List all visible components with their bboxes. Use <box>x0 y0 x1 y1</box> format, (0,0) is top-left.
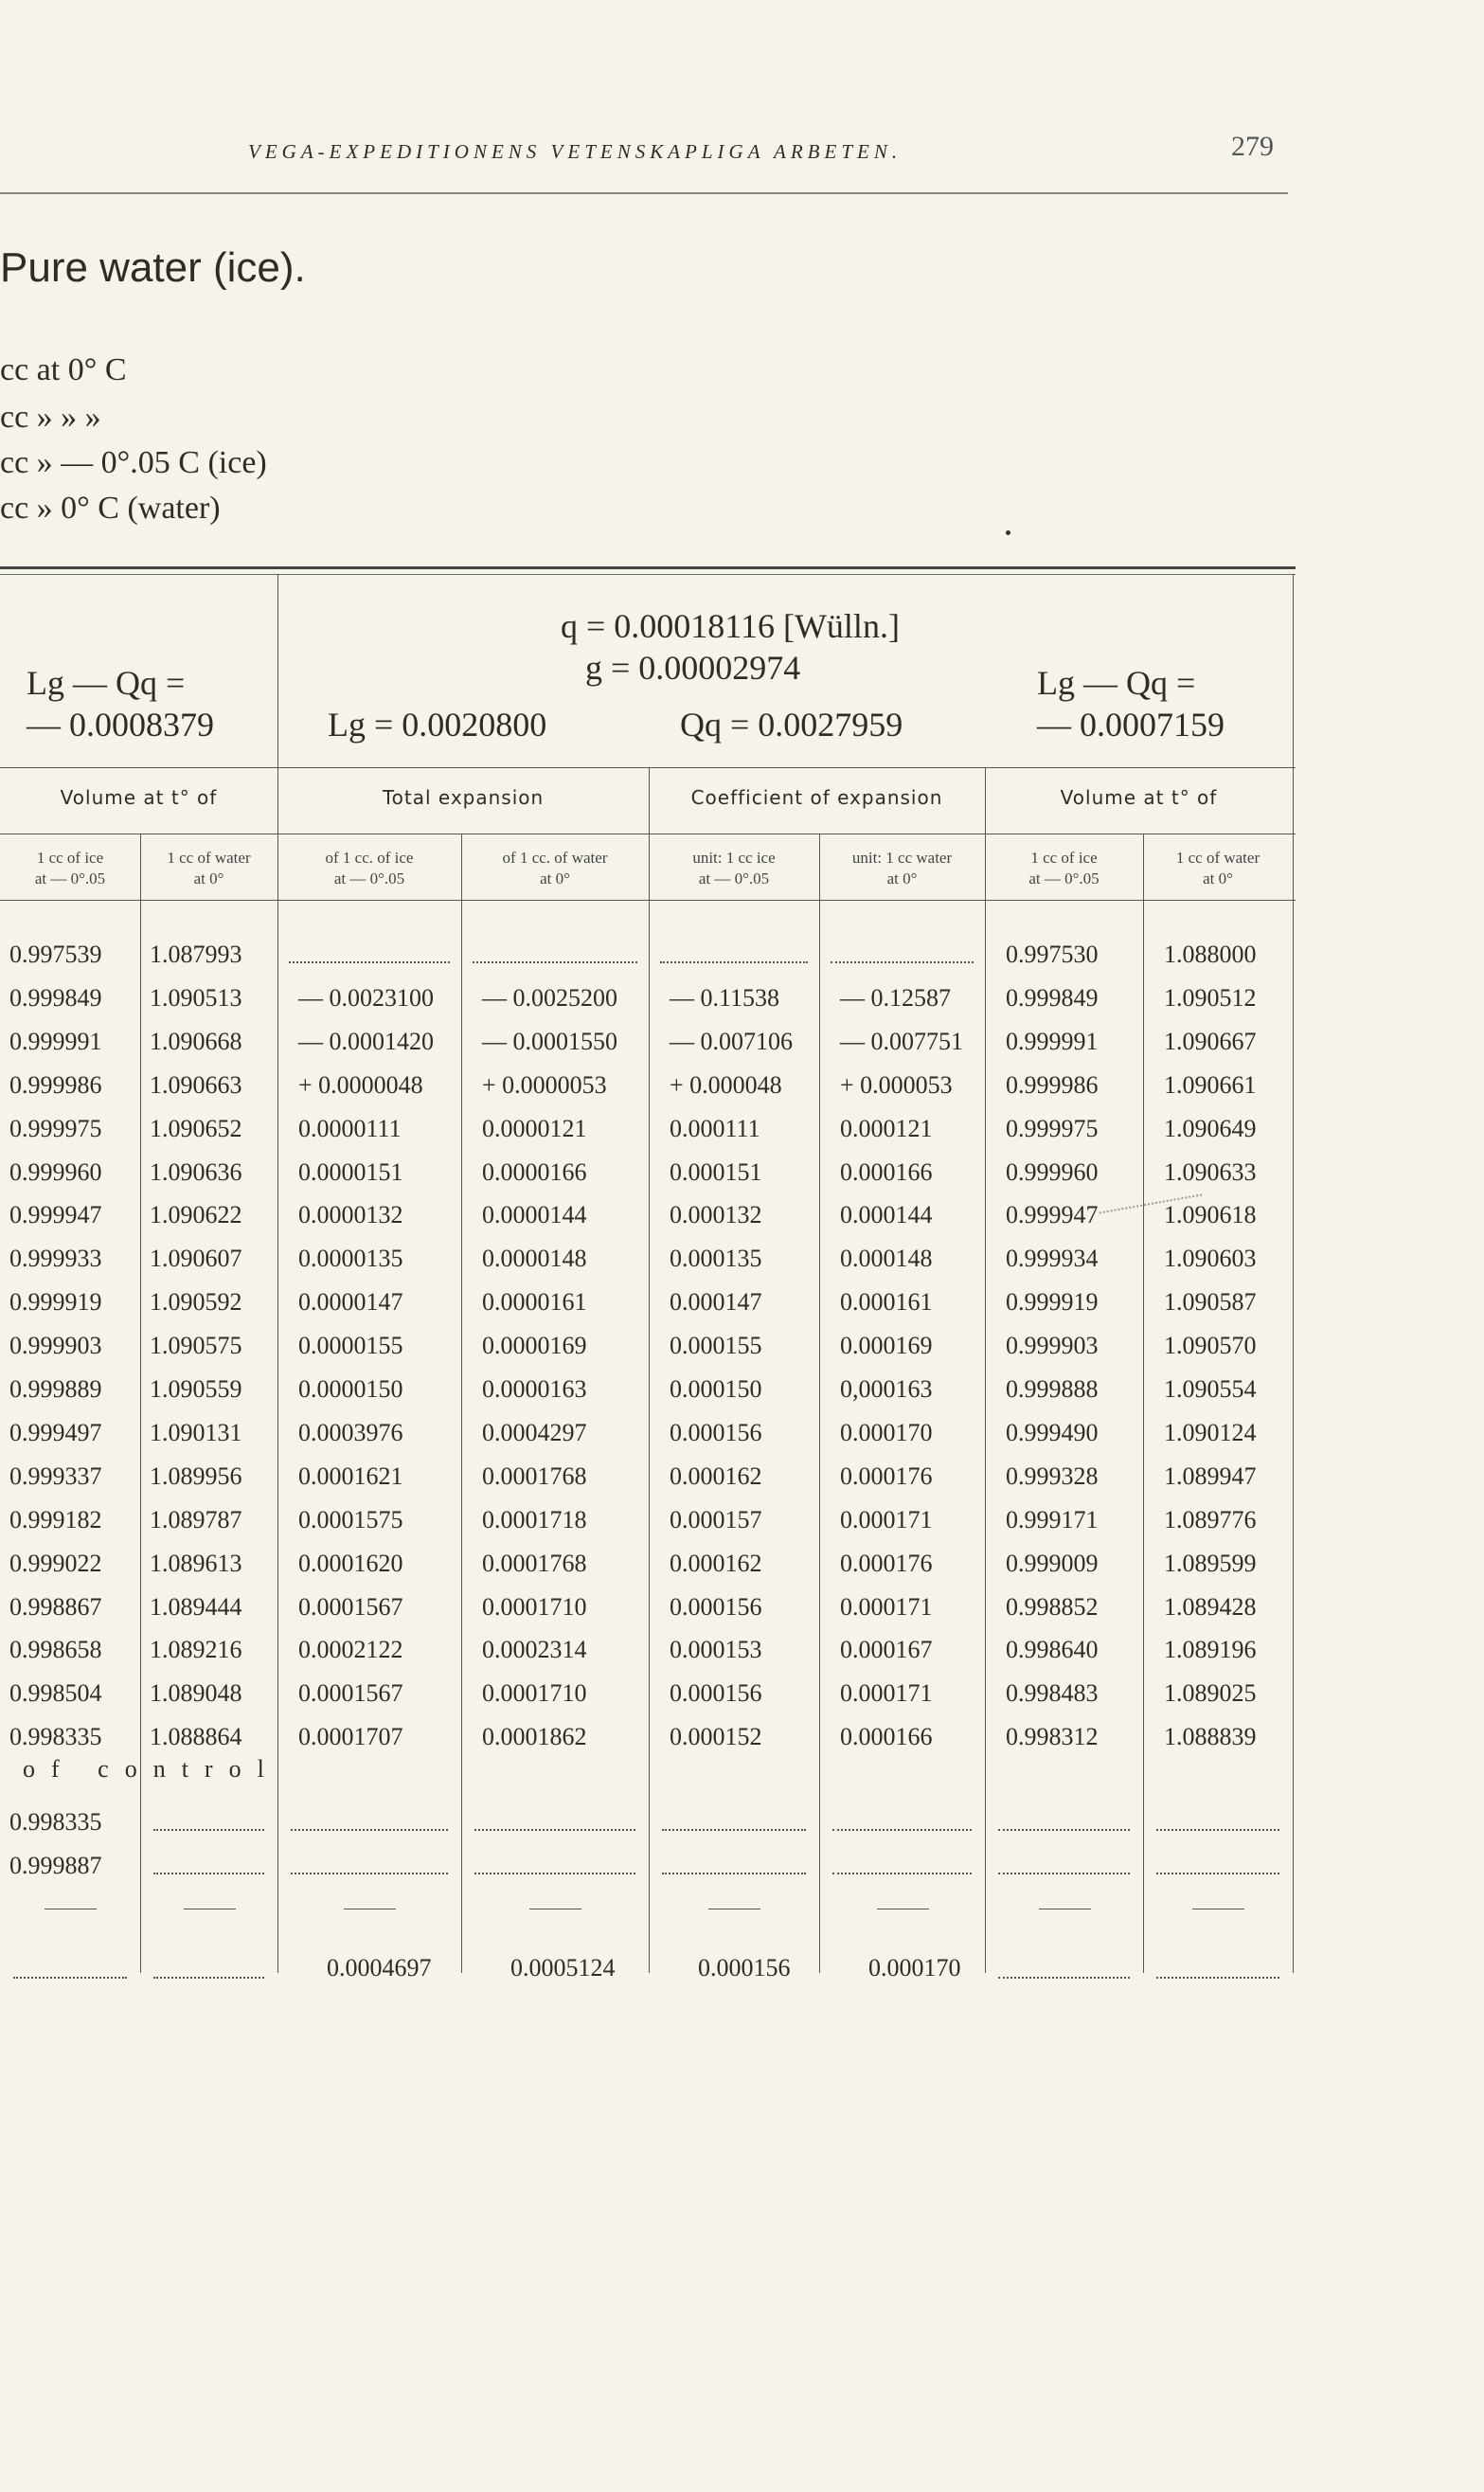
sub-header: at 0° <box>1203 870 1233 887</box>
table-cell: 0.999947 <box>9 1201 102 1229</box>
table-cell: 0.998640 <box>1006 1636 1099 1664</box>
section-title: Pure water (ice). <box>0 244 306 291</box>
sub-header: unit: 1 cc water <box>851 849 953 867</box>
table-cell: 0.999919 <box>1006 1288 1099 1317</box>
table-cell: + 0.000048 <box>670 1070 782 1099</box>
table-cell: 0.998335 <box>9 1723 102 1751</box>
column-divider <box>649 767 650 1973</box>
table-cell: 0.0000163 <box>482 1375 587 1403</box>
group-header: Volume at t° of <box>60 786 218 809</box>
table-cell: 1.090649 <box>1164 1114 1257 1142</box>
table-cell: — 0.0001420 <box>298 1027 434 1055</box>
table-cell: 0.999490 <box>1006 1418 1099 1446</box>
table-cell: 0.999009 <box>1006 1549 1099 1577</box>
control-label: of control <box>23 1755 280 1784</box>
table-cell: 0.999888 <box>1006 1375 1099 1403</box>
header-rule <box>0 767 1296 768</box>
table-cell: 0.0001862 <box>482 1723 587 1751</box>
table-cell: 1.090513 <box>150 983 242 1012</box>
table-cell: 0.999497 <box>9 1418 102 1446</box>
table-cell: 0.0000150 <box>298 1375 403 1403</box>
table-cell: 0.998504 <box>9 1679 102 1708</box>
table-cell: 0.999947 <box>1006 1201 1099 1229</box>
constant-left-label: Lg — Qq = <box>27 664 186 702</box>
table-cell: 0.998483 <box>1006 1679 1099 1708</box>
empty-cell <box>660 961 808 963</box>
table-cell: — 0.0025200 <box>482 983 617 1012</box>
table-cell: 0.000153 <box>670 1636 762 1664</box>
table-cell: 0.0001567 <box>298 1592 403 1621</box>
column-divider <box>985 767 986 1973</box>
constant-q: q = 0.00018116 [Wülln.] <box>561 607 900 645</box>
table-cell: 0.0000148 <box>482 1245 587 1273</box>
table-cell: 0.0000135 <box>298 1245 403 1273</box>
empty-cell <box>473 961 637 963</box>
empty-cell <box>1156 1977 1279 1979</box>
table-cell: 0.999903 <box>1006 1332 1099 1360</box>
table-cell: 0.998335 <box>9 1808 102 1837</box>
table-cell: 0.000157 <box>670 1505 762 1533</box>
table-cell: 1.090652 <box>150 1114 242 1142</box>
table-cell: 1.089428 <box>1164 1592 1257 1621</box>
empty-cell <box>662 1873 806 1874</box>
table-cell: 0.000132 <box>670 1201 762 1229</box>
empty-cell <box>153 1873 264 1874</box>
table-cell: 0.000144 <box>840 1201 933 1229</box>
table-cell: 1.089444 <box>150 1592 242 1621</box>
table-cell: 0.0000121 <box>482 1114 587 1142</box>
table-cell: 0.000161 <box>840 1288 933 1317</box>
table-cell: 1.090663 <box>150 1070 242 1099</box>
empty-cell <box>832 1829 972 1831</box>
table-cell: 1.090559 <box>150 1375 242 1403</box>
empty-cell <box>291 1873 448 1874</box>
table-cell: 0.999919 <box>9 1288 102 1317</box>
table-cell: 0.000135 <box>670 1245 762 1273</box>
table-cell: 1.090587 <box>1164 1288 1257 1317</box>
table-cell: 0.000156 <box>670 1418 762 1446</box>
table-cell: 0.0003976 <box>298 1418 403 1446</box>
table-cell: — 0.007751 <box>840 1027 963 1055</box>
sub-header: 1 cc of ice <box>1030 849 1098 867</box>
table-cell: 0.000111 <box>670 1114 760 1142</box>
table-cell: 1.088864 <box>150 1723 242 1751</box>
table-cell: 0.999934 <box>1006 1245 1099 1273</box>
table-cell: 0.999986 <box>1006 1070 1099 1099</box>
table-cell: 0.000176 <box>840 1461 933 1490</box>
table-cell: 0.000170 <box>868 1954 961 1982</box>
sub-header: at 0° <box>886 870 918 887</box>
table-cell: 1.090575 <box>150 1332 242 1360</box>
column-divider <box>461 834 462 1973</box>
table-cell: 0.000150 <box>670 1375 762 1403</box>
sub-header: of 1 cc. of ice <box>325 849 414 867</box>
table-cell: 1.090124 <box>1164 1418 1257 1446</box>
group-header: Coefficient of expansion <box>690 786 943 809</box>
legend-line: cc » — 0°.05 C (ice) <box>0 445 267 480</box>
table-cell: 0.999903 <box>9 1332 102 1360</box>
constant-g: g = 0.00002974 <box>585 649 801 687</box>
table-cell: 0.998852 <box>1006 1592 1099 1621</box>
table-cell: 0.0004297 <box>482 1418 587 1446</box>
table-cell: 0.000166 <box>840 1723 933 1751</box>
table-cell: 1.090668 <box>150 1027 242 1055</box>
table-cell: 0.999337 <box>9 1461 102 1490</box>
table-cell: 0.000162 <box>670 1549 762 1577</box>
table-cell: 0.999182 <box>9 1505 102 1533</box>
table-cell: 1.090607 <box>150 1245 242 1273</box>
table-cell: 0.000171 <box>840 1505 933 1533</box>
table-cell: 1.090131 <box>150 1418 242 1446</box>
table-cell: 0.997530 <box>1006 941 1099 968</box>
table-cell: 1.090667 <box>1164 1027 1257 1055</box>
empty-cell <box>1156 1829 1279 1831</box>
empty-cell <box>998 1829 1130 1831</box>
table-cell: 0.997539 <box>9 941 102 968</box>
empty-cell <box>474 1829 635 1831</box>
table-cell: 0.999889 <box>9 1375 102 1403</box>
sub-header: 1 cc of water <box>1175 849 1261 867</box>
table-cell: 0.0001567 <box>298 1679 403 1708</box>
table-cell: 0.0000151 <box>298 1157 403 1186</box>
empty-cell <box>998 1977 1130 1979</box>
table-cell: 0.0001621 <box>298 1461 403 1490</box>
table-cell: + 0.0000053 <box>482 1070 607 1099</box>
table-cell: 1.088839 <box>1164 1723 1257 1751</box>
table-cell: 0.0001620 <box>298 1549 403 1577</box>
table-cell: 0.999991 <box>9 1027 102 1055</box>
table-cell: 0.999933 <box>9 1245 102 1273</box>
table-cell: 0.0001710 <box>482 1592 587 1621</box>
table-cell: 1.089776 <box>1164 1505 1257 1533</box>
table-cell: 1.089599 <box>1164 1549 1257 1577</box>
table-cell: 1.090622 <box>150 1201 242 1229</box>
table-cell: 0.0001768 <box>482 1549 587 1577</box>
table-cell: 0.999986 <box>9 1070 102 1099</box>
table-cell: 1.090554 <box>1164 1375 1257 1403</box>
table-cell: 0.998867 <box>9 1592 102 1621</box>
empty-cell <box>1156 1873 1279 1874</box>
empty-cell <box>998 1873 1130 1874</box>
empty-cell <box>153 1977 264 1979</box>
table-cell: 1.090661 <box>1164 1070 1257 1099</box>
table-cell: 0.000166 <box>840 1157 933 1186</box>
table-top-rule <box>0 566 1296 569</box>
table-cell: 1.089956 <box>150 1461 242 1490</box>
table-cell: 0.0001768 <box>482 1461 587 1490</box>
table-cell: 0.000171 <box>840 1592 933 1621</box>
empty-cell <box>832 1873 972 1874</box>
sub-header-rule <box>0 900 1296 901</box>
table-cell: 0.000169 <box>840 1332 933 1360</box>
table-cell: 0.998658 <box>9 1636 102 1664</box>
column-divider <box>140 834 141 1973</box>
table-cell: 1.090636 <box>150 1157 242 1186</box>
table-cell: 0.000147 <box>670 1288 762 1317</box>
table-cell: 0.999849 <box>9 983 102 1012</box>
column-divider <box>1143 834 1144 1973</box>
table-cell: 0.0000111 <box>298 1114 402 1142</box>
constant-right-label: Lg — Qq = <box>1037 664 1196 702</box>
table-cell: 0.000170 <box>840 1418 933 1446</box>
table-top-rule-thin <box>0 574 1296 575</box>
empty-cell <box>474 1873 635 1874</box>
table-cell: 1.087993 <box>150 941 242 968</box>
table-cell: 0.000155 <box>670 1332 762 1360</box>
sub-header: unit: 1 cc ice <box>692 849 776 867</box>
table-cell: 1.089216 <box>150 1636 242 1664</box>
table-cell: 0.000156 <box>670 1679 762 1708</box>
table-cell: 0.0001707 <box>298 1723 403 1751</box>
legend-line: cc at 0° C <box>0 352 127 387</box>
table-cell: 0.000148 <box>840 1245 933 1273</box>
legend-line: cc » 0° C (water) <box>0 491 221 526</box>
sub-header: 1 cc of ice <box>36 849 104 867</box>
table-cell: 0.999975 <box>1006 1114 1099 1142</box>
table-cell: 0.999960 <box>9 1157 102 1186</box>
constant-left-value: — 0.0008379 <box>27 706 214 744</box>
table-cell: 1.089787 <box>150 1505 242 1533</box>
table-cell: 1.089613 <box>150 1549 242 1577</box>
table-cell: 0.0001718 <box>482 1505 587 1533</box>
sub-header: at — 0°.05 <box>1028 870 1100 887</box>
table-cell: 0,000163 <box>840 1375 933 1403</box>
sub-header: 1 cc of water <box>167 849 251 867</box>
empty-cell <box>153 1829 264 1831</box>
sub-header: at — 0°.05 <box>333 870 405 887</box>
table-cell: 1.089947 <box>1164 1461 1257 1490</box>
group-header: Volume at t° of <box>1060 786 1218 809</box>
table-cell: 0.000152 <box>670 1723 762 1751</box>
table-cell: 0.0002122 <box>298 1636 403 1664</box>
table-cell: 0.0000147 <box>298 1288 403 1317</box>
table-cell: 0.000167 <box>840 1636 933 1664</box>
running-head: VEGA-EXPEDITIONENS VETENSKAPLIGA ARBETEN. <box>248 140 903 163</box>
table-cell: 0.999171 <box>1006 1505 1099 1533</box>
table-cell: 1.090618 <box>1164 1201 1257 1229</box>
table-cell: + 0.0000048 <box>298 1070 423 1099</box>
legend-line: cc » » » <box>0 400 101 435</box>
column-divider <box>819 834 820 1973</box>
table-cell: + 0.000053 <box>840 1070 953 1099</box>
table-cell: 1.090603 <box>1164 1245 1257 1273</box>
table-cell: — 0.0023100 <box>298 983 434 1012</box>
table-cell: 0.999328 <box>1006 1461 1099 1490</box>
table-cell: 0.0000169 <box>482 1332 587 1360</box>
table-cell: 0.999960 <box>1006 1157 1099 1186</box>
table-cell: 0.000156 <box>698 1954 791 1982</box>
table-cell: 0.0000161 <box>482 1288 587 1317</box>
table-cell: 0.0005124 <box>510 1954 616 1982</box>
table-cell: 0.999849 <box>1006 983 1099 1012</box>
table-cell: 0.0001710 <box>482 1679 587 1708</box>
table-cell: 0.999991 <box>1006 1027 1099 1055</box>
table-cell: 0.0000132 <box>298 1201 403 1229</box>
table-cell: 0.999022 <box>9 1549 102 1577</box>
table-cell: 1.089196 <box>1164 1636 1257 1664</box>
table-cell: 1.090592 <box>150 1288 242 1317</box>
table-cell: 1.089048 <box>150 1679 242 1708</box>
table-cell: 0.998312 <box>1006 1723 1099 1751</box>
table-cell: — 0.0001550 <box>482 1027 617 1055</box>
empty-cell <box>662 1829 806 1831</box>
table-cell: 1.090512 <box>1164 983 1257 1012</box>
sub-header: at 0° <box>540 870 570 887</box>
table-cell: 1.090633 <box>1164 1157 1257 1186</box>
constant-lg: Lg = 0.0020800 <box>328 706 547 744</box>
table-cell: 0.000156 <box>670 1592 762 1621</box>
table-cell: — 0.12587 <box>840 983 951 1012</box>
table-cell: 0.000121 <box>840 1114 933 1142</box>
table-cell: 1.090570 <box>1164 1332 1257 1360</box>
sub-header: of 1 cc. of water <box>502 849 608 867</box>
table-cell: 0.0004697 <box>327 1954 432 1982</box>
ink-dot <box>1006 530 1010 535</box>
table-cell: 0.999975 <box>9 1114 102 1142</box>
table-cell: 0.999887 <box>9 1852 102 1880</box>
page-number: 279 <box>1231 131 1274 162</box>
sub-header: at — 0°.05 <box>698 870 770 887</box>
table-cell: 1.089025 <box>1164 1679 1257 1708</box>
table-cell: 0.0000144 <box>482 1201 587 1229</box>
table-cell: — 0.007106 <box>670 1027 793 1055</box>
table-cell: 1.088000 <box>1164 941 1257 968</box>
header-rule <box>0 192 1288 194</box>
group-header: Total expansion <box>382 786 545 809</box>
column-divider <box>1293 574 1294 1973</box>
constant-qq: Qq = 0.0027959 <box>680 706 903 744</box>
table-cell: 0.0000166 <box>482 1157 587 1186</box>
table-cell: 0.000151 <box>670 1157 762 1186</box>
table-cell: 0.000171 <box>840 1679 933 1708</box>
sub-header: at — 0°.05 <box>34 870 106 887</box>
constant-right-value: — 0.0007159 <box>1037 706 1225 744</box>
empty-cell <box>831 961 974 963</box>
empty-cell <box>291 1829 448 1831</box>
empty-cell <box>13 1977 127 1979</box>
table-cell: 0.0000155 <box>298 1332 403 1360</box>
empty-cell <box>289 961 450 963</box>
table-cell: 0.000176 <box>840 1549 933 1577</box>
table-cell: 0.0002314 <box>482 1636 587 1664</box>
table-cell: 0.0001575 <box>298 1505 403 1533</box>
table-cell: 0.000162 <box>670 1461 762 1490</box>
table-cell: — 0.11538 <box>670 983 780 1012</box>
sub-header: at 0° <box>193 870 224 887</box>
